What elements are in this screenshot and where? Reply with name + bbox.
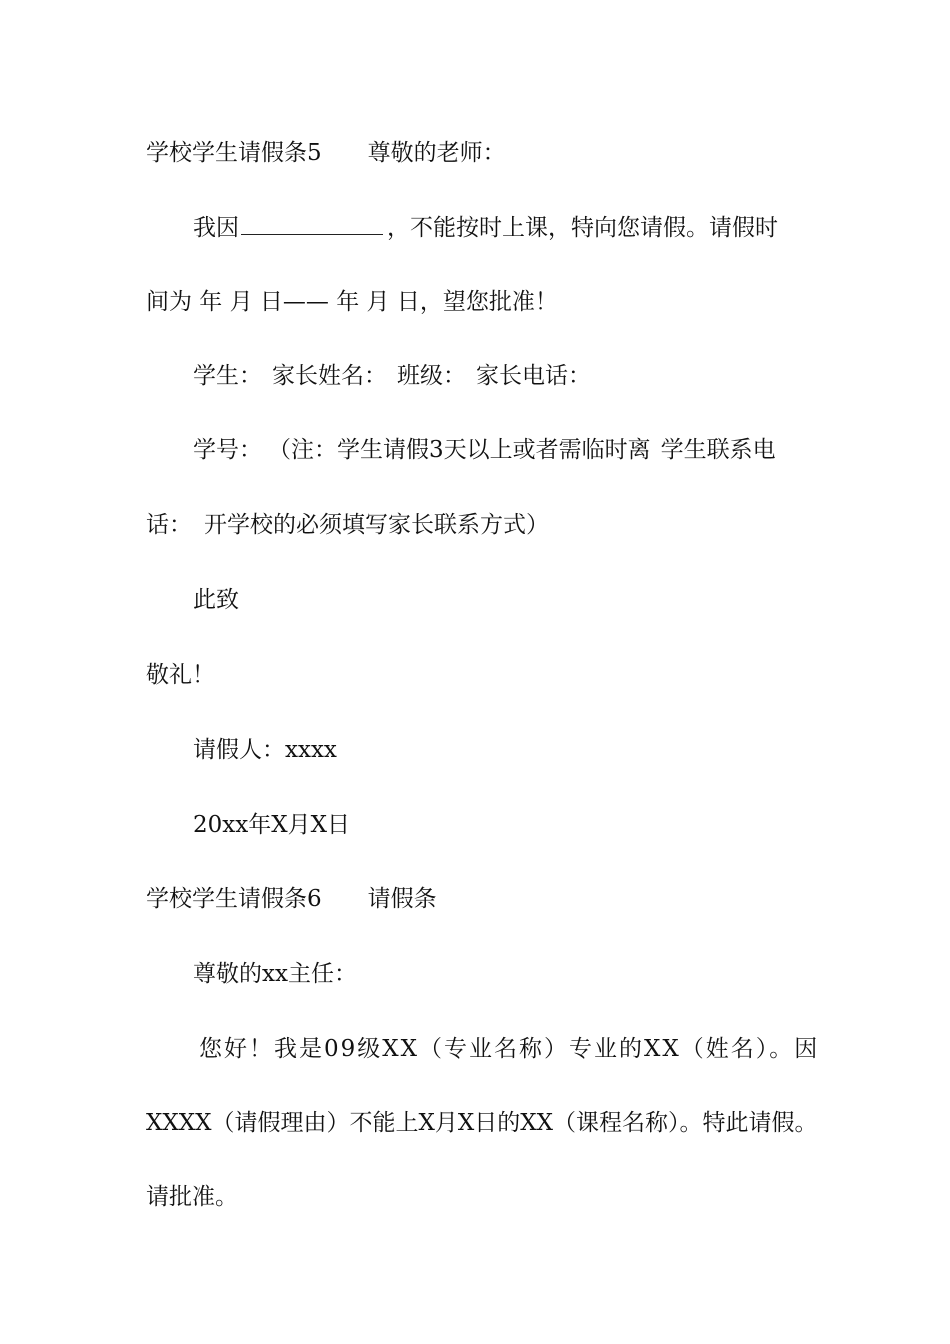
- field-parent-name: 家长姓名：: [272, 363, 387, 389]
- section6-heading-line: [146, 883, 950, 915]
- closing-ci-zhi: 此致: [193, 587, 239, 613]
- closing-line1: [193, 584, 950, 616]
- section5-heading-line: [146, 137, 950, 169]
- reason-blank: [241, 210, 383, 235]
- applicant: 请假人：xxxx: [193, 737, 337, 763]
- note-cont-b: 开学校的必须填写家长联系方式）: [204, 512, 549, 538]
- section6-heading: 学校学生请假条6: [146, 886, 322, 912]
- field-student: 学生：: [193, 363, 262, 389]
- section6-body-3: 请批准。: [146, 1184, 238, 1210]
- note-text-part1: （注：学生请假3天以上或者需临时离: [268, 437, 651, 463]
- section5-salutation: 尊敬的老师：: [367, 140, 506, 166]
- section6-body-line2: [146, 1107, 950, 1139]
- date: 20xx年X月X日: [193, 812, 350, 838]
- fields-line: [193, 360, 950, 392]
- date-line: [193, 809, 950, 841]
- reason-text: ，不能按时上课，特向您请假。请假时: [387, 215, 778, 241]
- section5-paragraph-line1: [193, 210, 950, 244]
- field-student-id: 学号：: [193, 437, 262, 463]
- closing-line2: [146, 659, 950, 691]
- section6-salutation: 尊敬的xx主任：: [193, 961, 357, 987]
- closing-jing-li: 敬礼！: [146, 662, 215, 688]
- note-text-part2: 学生联系电: [660, 437, 776, 463]
- note-cont-a: 话：: [146, 512, 192, 538]
- reason-label: 我因: [193, 215, 239, 241]
- field-class: 班级：: [397, 363, 466, 389]
- section6-salutation-line: [193, 958, 950, 990]
- section6-body-line3: [146, 1181, 950, 1213]
- section6-title: 请假条: [367, 886, 437, 912]
- section6-body-line1: [199, 1033, 950, 1065]
- section5-paragraph-line2: [146, 286, 950, 318]
- note-line2: [146, 509, 950, 541]
- note-line1: [193, 434, 950, 466]
- section6-body-1: 您好！我是09级XX（专业名称）专业的XX（姓名）。因: [199, 1036, 820, 1062]
- field-parent-phone: 家长电话：: [476, 363, 591, 389]
- applicant-line: [193, 734, 950, 766]
- leave-period-text: 间为 年 月 日—— 年 月 日，望您批准！: [146, 289, 558, 315]
- section5-heading: 学校学生请假条5: [146, 140, 322, 166]
- section6-body-2: XXXX（请假理由）不能上X月X日的XX（课程名称）。特此请假。: [146, 1110, 818, 1136]
